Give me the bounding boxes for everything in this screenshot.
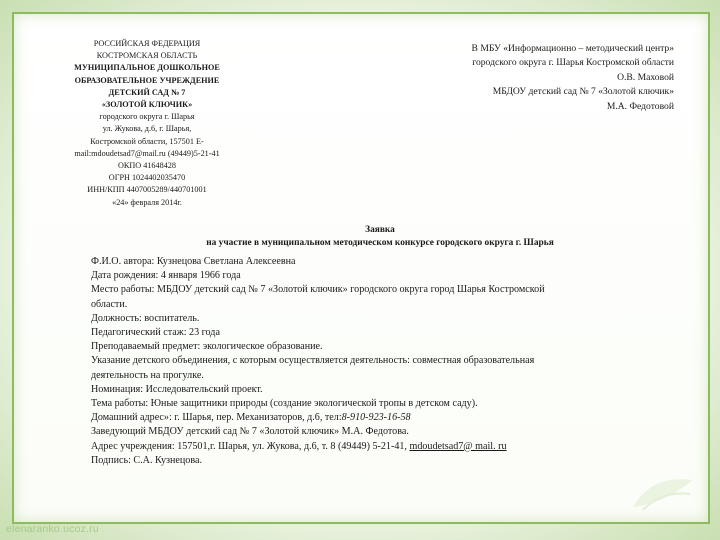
addressee-line: МБДОУ детский сад № 7 «Золотой ключик»	[492, 86, 674, 98]
application-body	[91, 255, 651, 468]
work-theme: Тема работы: Юные защитники природы (создание экологической тропы в детском саду).	[91, 398, 478, 410]
nomination: Номинация: Исследовательский проект.	[91, 383, 263, 395]
group-line: Указание детского объединения, с которым осуществляется деятельность: совместная образовательная	[91, 355, 535, 367]
institution-address-text: Адрес учреждения: 157501,г. Шарья, ул. Жукова, д.6, т. 8 (49449) 5-21-41,	[91, 440, 407, 452]
experience: Педагогический стаж: 23 года	[91, 327, 220, 339]
workplace-line: области.	[91, 298, 128, 310]
site-watermark[interactable]: elenaranko.ucoz.ru	[6, 523, 99, 535]
signature: Подпись: С.А. Кузнецова.	[91, 454, 202, 466]
addressee-line: О.В. Маховой	[617, 71, 674, 83]
application-title	[90, 224, 670, 250]
letterhead-line: КОСТРОМСКАЯ ОБЛАСТЬ	[96, 51, 198, 61]
addressee-block	[412, 42, 674, 114]
birth-date: Дата рождения: 4 января 1966 года	[91, 270, 241, 282]
title-subheading: на участие в муниципальном методическом конкурсе городского округа г. Шарья	[206, 238, 554, 248]
letterhead-line: ИНН/КПП 4407005289/440701001	[87, 185, 207, 195]
letterhead-line: ОБРАЗОВАТЕЛЬНОЕ УЧРЕЖДЕНИЕ	[74, 75, 220, 85]
home-address	[91, 411, 651, 425]
letterhead-line: городского округа г. Шарья	[99, 112, 195, 122]
letterhead-line: Костромской области, 157501 E-	[90, 136, 204, 146]
letterhead-line: РОССИЙСКАЯ ФЕДЕРАЦИЯ	[93, 39, 201, 48]
addressee-line: городского округа г. Шарья Костромской области	[472, 57, 674, 69]
letterhead-date: «24» февраля 2014г.	[112, 197, 182, 207]
workplace-line: Место работы: МБДОУ детский сад № 7 «Золотой ключик» городского округа город Шарья Костромской	[91, 284, 545, 296]
title-heading: Заявка	[365, 225, 395, 235]
home-address-text: Домашний адрес»: г. Шарья, пер. Механизаторов, д.6, тел:	[91, 412, 342, 424]
letterhead-line: ДЕТСКИЙ САД № 7	[108, 87, 186, 97]
letterhead-line: ОКПО 41648428	[118, 161, 176, 171]
letterhead-line: «ЗОЛОТОЙ КЛЮЧИК»	[101, 100, 193, 110]
position: Должность: воспитатель.	[91, 312, 200, 324]
author-name: Ф.И.О. автора: Кузнецова Светлана Алексеевна	[91, 256, 296, 267]
letterhead-line: mail:mdoudetsad7@mail.ru (49449)5-21-41	[74, 148, 220, 158]
home-phone: 8-910-923-16-58	[341, 412, 411, 424]
letterhead-line: ул. Жукова, д.6, г. Шарья,	[102, 124, 192, 134]
head-of-institution: Заведующий МБДОУ детский сад № 7 «Золотой ключик» М.А. Федотова.	[91, 426, 409, 438]
letterhead-line: МУНИЦИПАЛЬНОЕ ДОШКОЛЬНОЕ	[74, 63, 220, 73]
group-line: деятельность на прогулке.	[91, 369, 204, 381]
leaf-decoration-icon	[628, 472, 698, 512]
addressee-line: М.А. Федотовой	[606, 100, 674, 112]
addressee-line: В МБУ «Информационно – методический центр»	[471, 43, 674, 54]
organization-letterhead	[52, 38, 242, 209]
subject: Преподаваемый предмет: экологическое образование.	[91, 341, 323, 353]
email-link[interactable]: mdoudetsad7@ mail. ru	[409, 440, 507, 452]
institution-address	[91, 440, 651, 454]
letterhead-line: ОГРН 1024402035470	[108, 173, 186, 183]
